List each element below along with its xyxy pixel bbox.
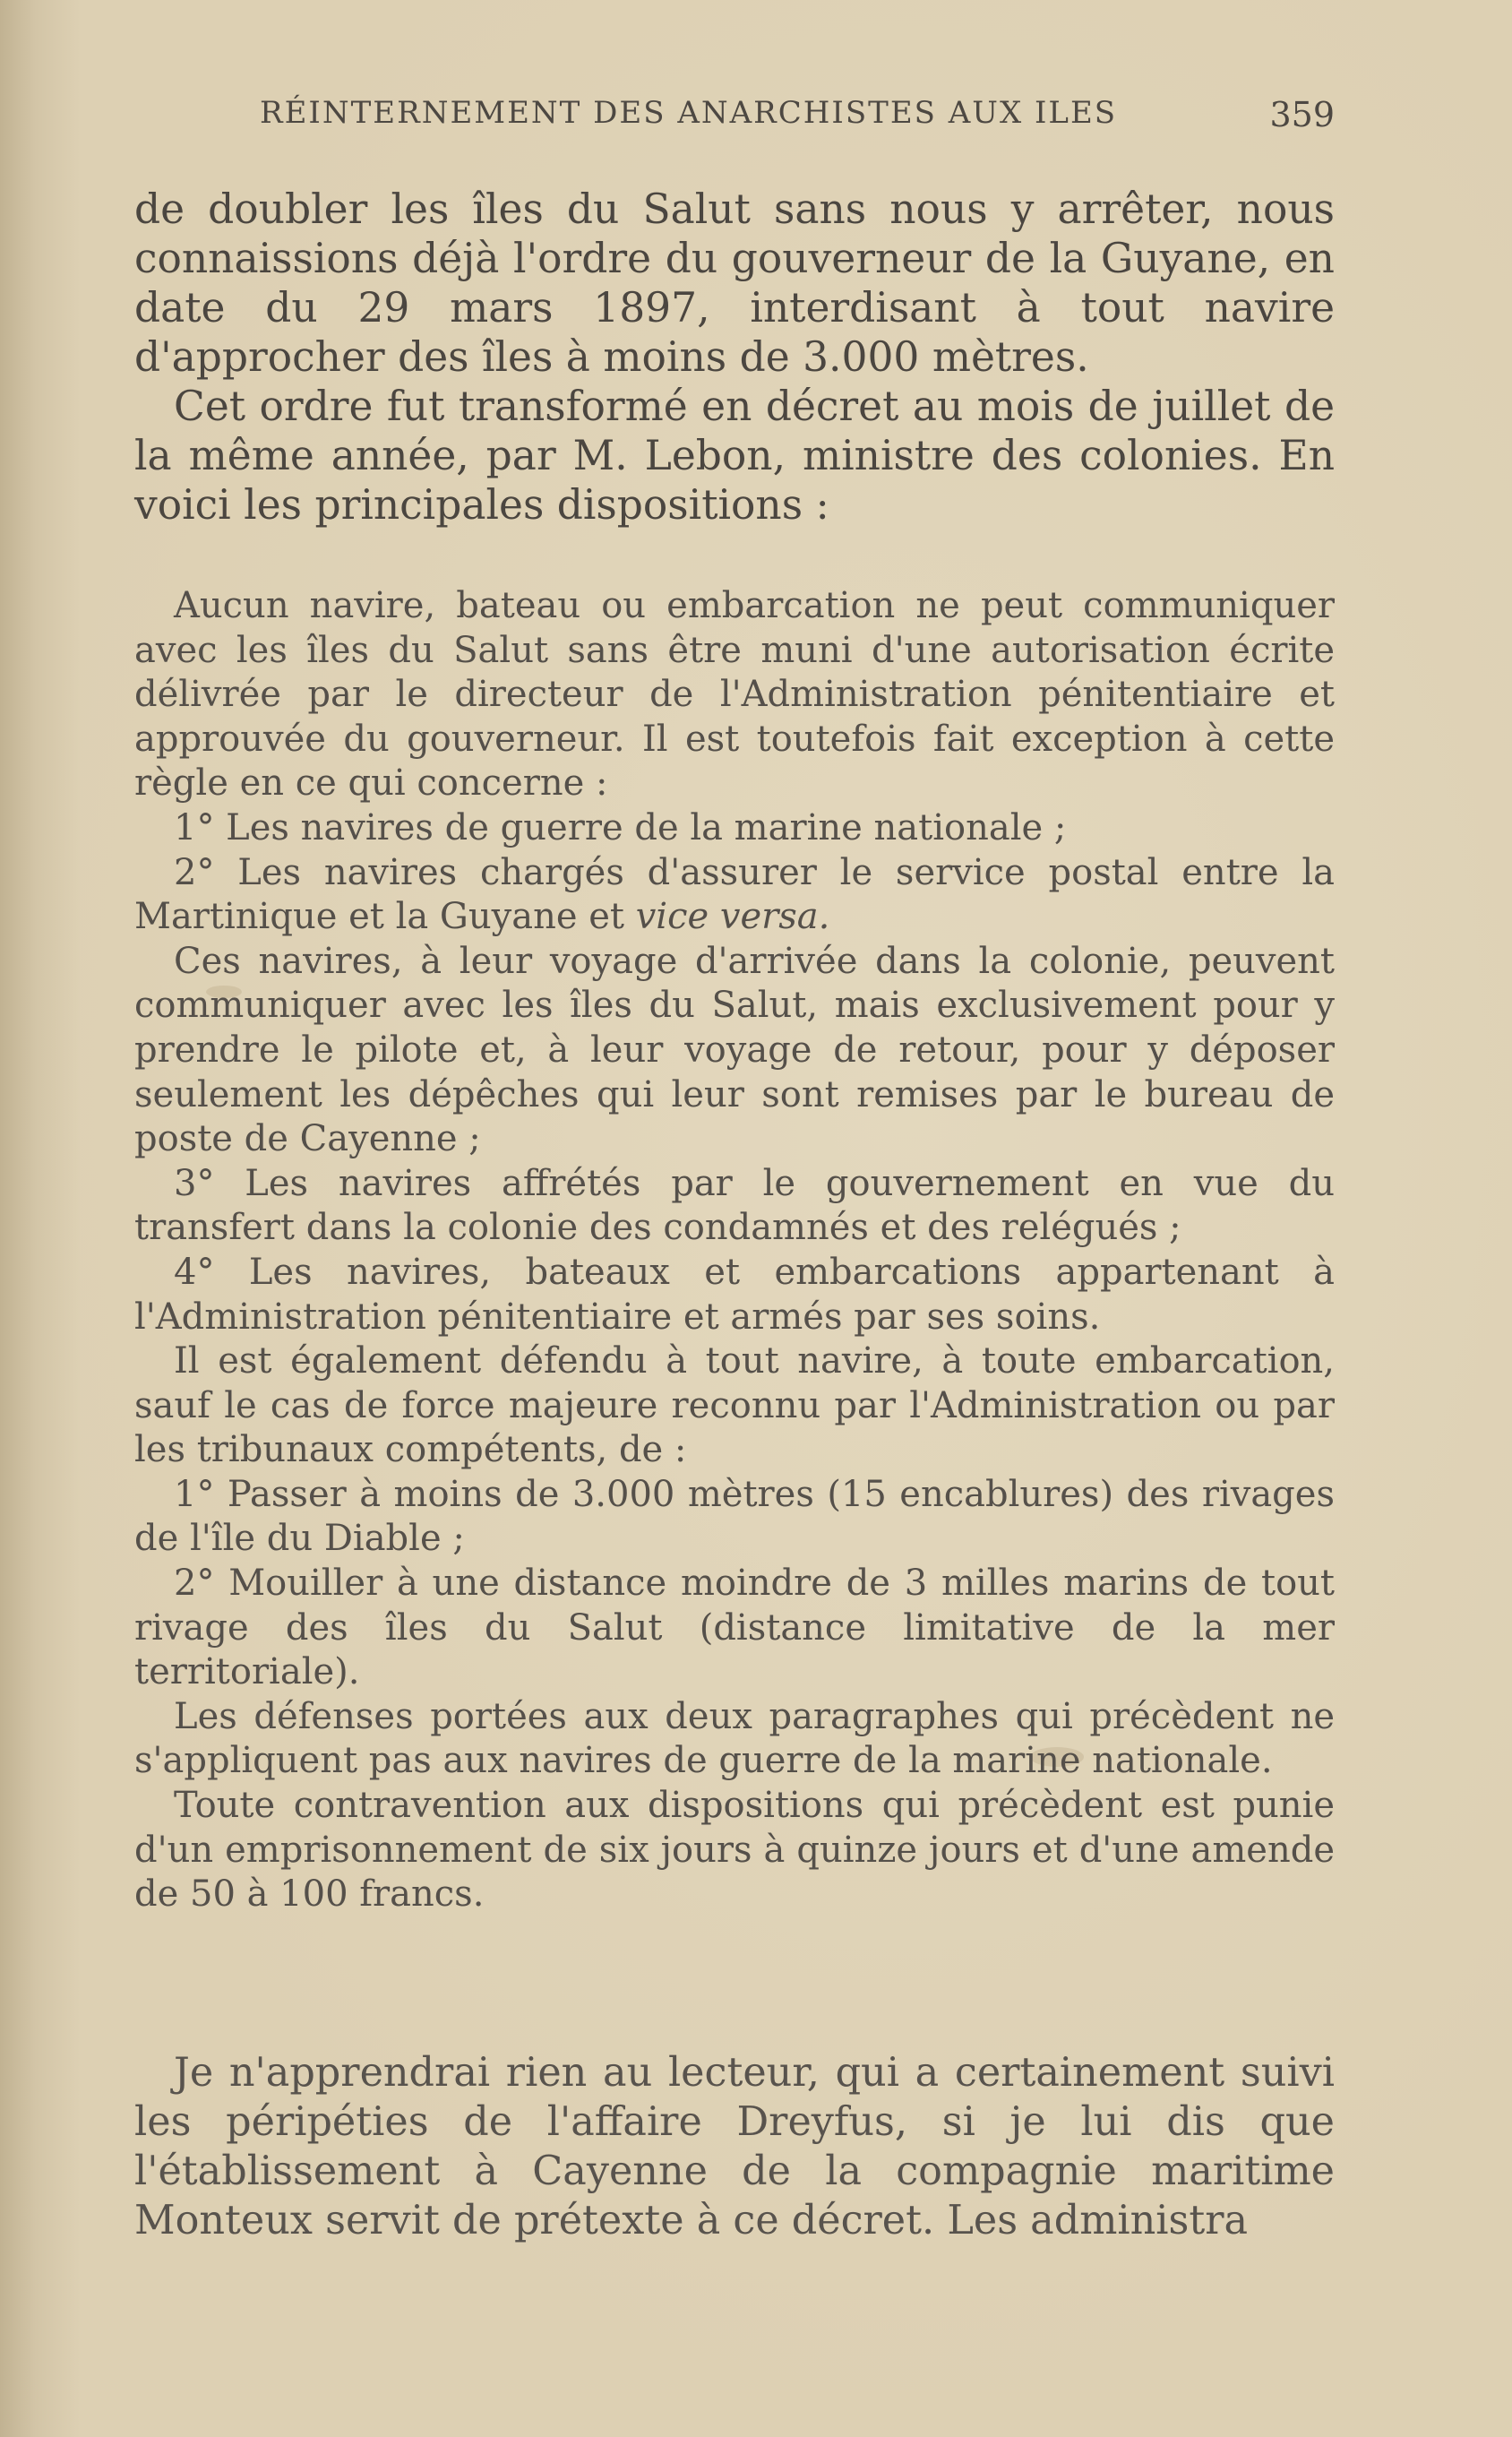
intro-paragraph: Cet ordre fut transformé en décret au mois de juillet de la même année, par M. Lebon, ministre des colonies. En voici les principales dispositions : (134, 383, 1335, 529)
decree-paragraph: 4° Les navires, bateaux et embarcations appartenant à l'Administration pénitentiaire et armés par ses soins. (134, 1251, 1335, 1338)
running-title: RÉINTERNEMENT DES ANARCHISTES AUX ILES (260, 95, 1118, 131)
outro-paragraph: Je n'apprendrai rien au lecteur, qui a certainement suivi les péripéties de l'affaire Dreyfus, si je lui dis que l'établissement à Cayenne de la compagnie maritime Monteux servit de prétexte à ce décret. Les administra (134, 2050, 1335, 2243)
intro-text (134, 185, 1335, 530)
intro-paragraph: de doubler les îles du Salut sans nous y arrêter, nous connaissions déjà l'ordre du gouverneur de la Guyane, en date du 29 mars 1897, interdisant à tout navire d'approcher des îles à moins de 3.000 mètres. (134, 185, 1335, 381)
outro-text (134, 2048, 1335, 2245)
decree-italic: vice versa. (635, 896, 830, 938)
page-number: 359 (1269, 95, 1335, 134)
decree-quote (134, 584, 1335, 1917)
decree-paragraph: 3° Les navires affrétés par le gouvernement en vue du transfert dans la colonie des condamnés et des relégués ; (134, 1162, 1335, 1249)
decree-paragraph: Aucun navire, bateau ou embarcation ne peut communiquer avec les îles du Salut sans être muni d'une autorisation écrite délivrée par le directeur de l'Administration pénitentiaire et approuvée du gouverneur. Il est toutefois fait exception à cette règle en ce qui concerne : (134, 585, 1335, 805)
decree-paragraph: Ces navires, à leur voyage d'arrivée dans la colonie, peuvent communiquer avec les îles du Salut, mais exclusivement pour y prendre le pilote et, à leur voyage de retour, pour y déposer seulement les dépêches qui leur sont remises par le bureau de poste de Cayenne ; (134, 940, 1335, 1160)
decree-text: 2° Les navires chargés d'assurer le service postal entre la Martinique et la Guyane et (134, 851, 1335, 938)
running-header (134, 95, 1335, 143)
decree-paragraph: 1° Passer à moins de 3.000 mètres (15 encablures) des rivages de l'île du Diable ; (134, 1473, 1335, 1560)
decree-paragraph: Toute contravention aux dispositions qui précèdent est punie d'un emprisonnement de six jours à quinze jours et d'une amende de 50 à 100 francs. (134, 1785, 1335, 1916)
decree-paragraph: Les défenses portées aux deux paragraphes qui précèdent ne s'appliquent pas aux navires de guerre de la marine nationale. (134, 1695, 1335, 1782)
decree-paragraph: 2° Mouiller à une distance moindre de 3 milles marins de tout rivage des îles du Salut (distance limitative de la mer territoriale). (134, 1563, 1335, 1693)
decree-paragraph: Il est également défendu à tout navire, à toute embarcation, sauf le cas de force majeure reconnu par l'Administration ou par les tribunaux compétents, de : (134, 1340, 1335, 1471)
decree-paragraph (134, 851, 1335, 940)
decree-paragraph: 1° Les navires de guerre de la marine nationale ; (174, 806, 1067, 848)
